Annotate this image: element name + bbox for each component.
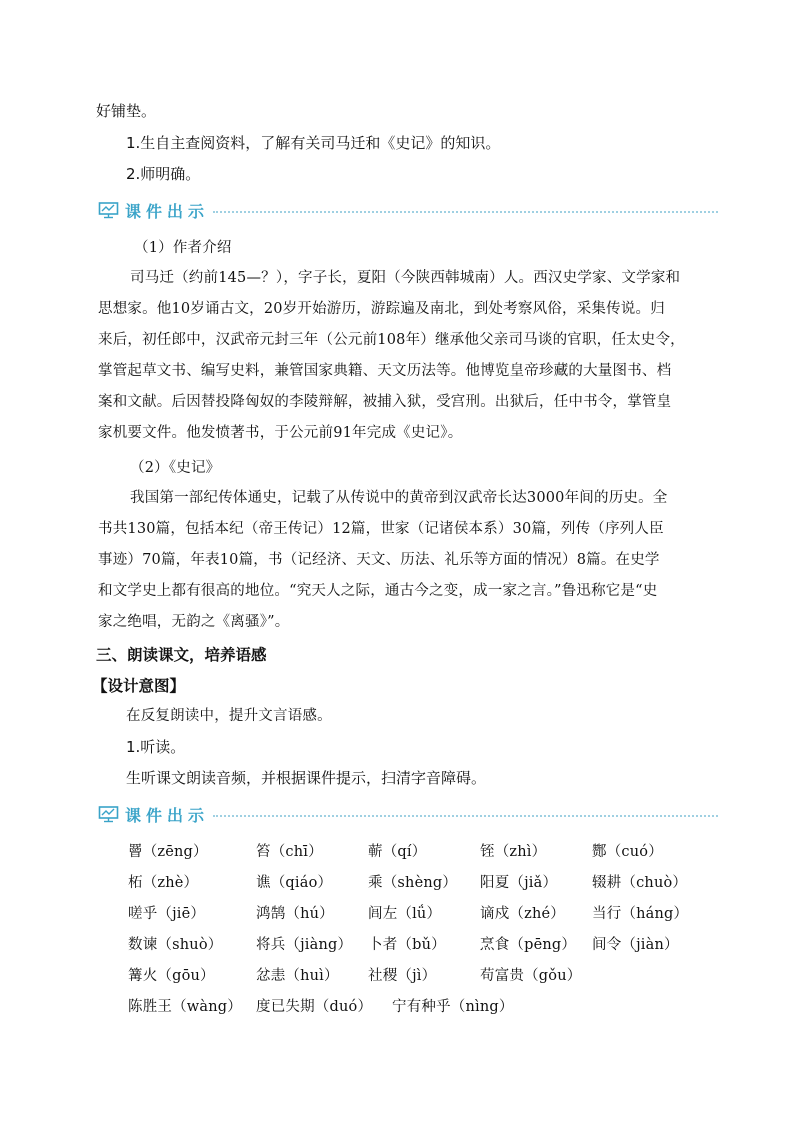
shiji-paragraph-line: 我国第一部纪传体通史，记载了从传说中的黄帝到汉武帝长达3000年间的历史。全 <box>130 490 668 506</box>
pinyin-entry: 笞（chī） <box>256 844 323 860</box>
pinyin-entry: 篝火（gōu） <box>128 968 215 984</box>
pinyin-entry: 谯（qiáo） <box>256 875 333 891</box>
step-1-label: 1.听读。 <box>126 738 186 756</box>
pinyin-entry: 将兵（jiàng） <box>256 937 353 953</box>
pinyin-entry: 酂（cuó） <box>592 844 663 860</box>
pinyin-entry: 苟富贵（gǒu） <box>480 968 582 984</box>
pinyin-entry: 忿恚（huì） <box>256 968 339 984</box>
intro-continuation: 好铺垫。 <box>96 102 157 120</box>
author-paragraph-line: 司马迁（约前145—？），字子长，夏阳（今陕西韩城南）人。西汉史学家、文学家和 <box>130 270 681 286</box>
slide-banner <box>98 198 718 222</box>
shiji-paragraph-line: 和文学史上都有很高的地位。“究天人之际，通古今之变，成一家之言。”鲁迅称它是“史 <box>98 583 658 599</box>
slide-banner <box>98 802 718 826</box>
shiji-subheading: （2）《史记》 <box>130 460 221 476</box>
pinyin-entry: 间令（jiàn） <box>592 937 679 953</box>
author-paragraph-line: 案和文献。后因替投降匈奴的李陵辩解，被捕入狱，受宫刑。出狱后，任中书令，掌管皇 <box>98 394 672 410</box>
pinyin-entry: 乘（shèng） <box>368 875 458 891</box>
author-paragraph-line: 家机要文件。他发愤著书，于公元前91年完成《史记》。 <box>98 425 463 441</box>
pinyin-entry: 陈胜王（wàng） <box>128 999 242 1015</box>
pinyin-entry: 柘（zhè） <box>128 875 199 891</box>
pinyin-entry: 辍耕（chuò） <box>592 875 688 891</box>
pinyin-entry: 烹食（pēng） <box>480 937 577 953</box>
author-paragraph-line: 思想家。他10岁诵古文，20岁开始游历，游踪遍及南北，到处考察风俗，采集传说。归 <box>98 301 665 317</box>
pinyin-entry: 社稷（jì） <box>368 968 437 984</box>
design-intent-label: 【设计意图】 <box>92 677 186 695</box>
pinyin-entry: 卜者（bǔ） <box>368 937 446 953</box>
slide-banner-title: 课件出示 <box>125 201 210 221</box>
author-subheading: （1）作者介绍 <box>134 240 232 256</box>
pinyin-entry: 谪戍（zhé） <box>480 906 565 922</box>
author-paragraph-line: 来后，初任郎中，汉武帝元封三年（公元前108年）继承他父亲司马谈的官职，任太史令， <box>98 332 685 348</box>
pinyin-entry: 罾（zēng） <box>128 844 208 860</box>
pinyin-entry: 嗟乎（jiē） <box>128 906 206 922</box>
shiji-paragraph-line: 家之绝唱，无韵之《离骚》”。 <box>98 614 290 630</box>
shiji-paragraph-line: 书共130篇，包括本纪（帝王传记）12篇，世家（记诸侯本系）30篇，列传（序列人臣 <box>98 521 664 537</box>
pinyin-entry: 蕲（qí） <box>368 844 427 860</box>
pinyin-entry: 阳夏（jiǎ） <box>480 875 558 891</box>
step-1-text: 生听课文朗读音频，并根据课件提示，扫清字音障碍。 <box>126 769 487 787</box>
banner-divider <box>213 815 718 817</box>
slideshow-icon <box>98 805 120 823</box>
section-heading: 三、朗读课文，培养语感 <box>96 646 267 664</box>
pinyin-entry: 宁有种乎（nìng） <box>392 999 514 1015</box>
banner-divider <box>213 211 718 213</box>
slideshow-icon <box>98 201 120 219</box>
pinyin-entry: 鸿鹄（hú） <box>256 906 334 922</box>
pinyin-entry: 铚（zhì） <box>480 844 547 860</box>
intro-item-2: 2.师明确。 <box>126 165 201 183</box>
design-intent-text: 在反复朗读中，提升文言语感。 <box>126 708 332 724</box>
slide-banner-title: 课件出示 <box>125 805 210 825</box>
pinyin-entry: 闾左（lǘ） <box>368 906 442 922</box>
pinyin-entry: 当行（háng） <box>592 906 689 922</box>
pinyin-entry: 度已失期（duó） <box>256 999 373 1015</box>
pinyin-entry: 数谏（shuò） <box>128 937 223 953</box>
shiji-paragraph-line: 事迹）70篇，年表10篇，书（记经济、天文、历法、礼乐等方面的情况）8篇。在史学 <box>98 552 660 568</box>
author-paragraph-line: 掌管起草文书、编写史料，兼管国家典籍、天文历法等。他博览皇帝珍藏的大量图书、档 <box>98 363 672 379</box>
intro-item-1: 1.生自主查阅资料，了解有关司马迁和《史记》的知识。 <box>126 134 501 152</box>
